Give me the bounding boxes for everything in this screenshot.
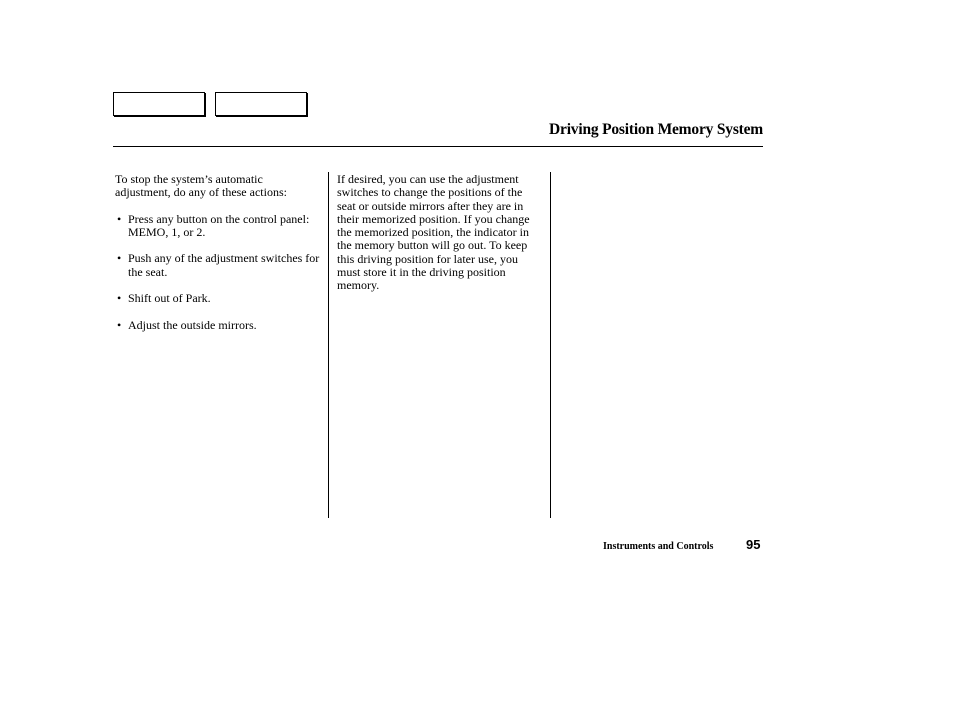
list-item-text: Shift out of Park. [128,291,211,306]
column-divider-1 [328,172,329,518]
list-item [115,213,320,240]
bullet-icon: • [117,211,122,226]
list-item [115,292,320,305]
page-number: 95 [746,537,761,552]
bullet-icon: • [117,251,122,266]
text-column-2 [337,173,543,293]
body-paragraph: If desired, you can use the adjustment switches to change the positions of the seat or outside mirrors after they are in their memorized position. If you change the memorized position, the indicator in the memory button will go out. To keep this driving position for later use, you must store it in the driving position memory. [337,172,530,293]
bullet-icon: • [117,317,122,332]
list-item-text: Press any button on the control panel: MEMO, 1, or 2. [128,211,310,239]
list-item [115,252,320,279]
page-title: Driving Position Memory System [549,121,763,138]
footer-section-label: Instruments and Controls [603,541,714,552]
next-page-button[interactable] [215,92,307,116]
bullet-icon: • [117,291,122,306]
list-item-text: Push any of the adjustment switches for the seat. [128,251,320,279]
title-rule [113,146,763,147]
action-list [115,213,320,333]
previous-page-button[interactable] [113,92,205,116]
text-column-1 [115,173,320,346]
list-item-text: Adjust the outside mirrors. [128,317,257,332]
column-divider-2 [550,172,551,518]
list-item [115,319,320,332]
intro-paragraph: To stop the system’s automatic adjustment, do any of these actions: [115,172,287,200]
